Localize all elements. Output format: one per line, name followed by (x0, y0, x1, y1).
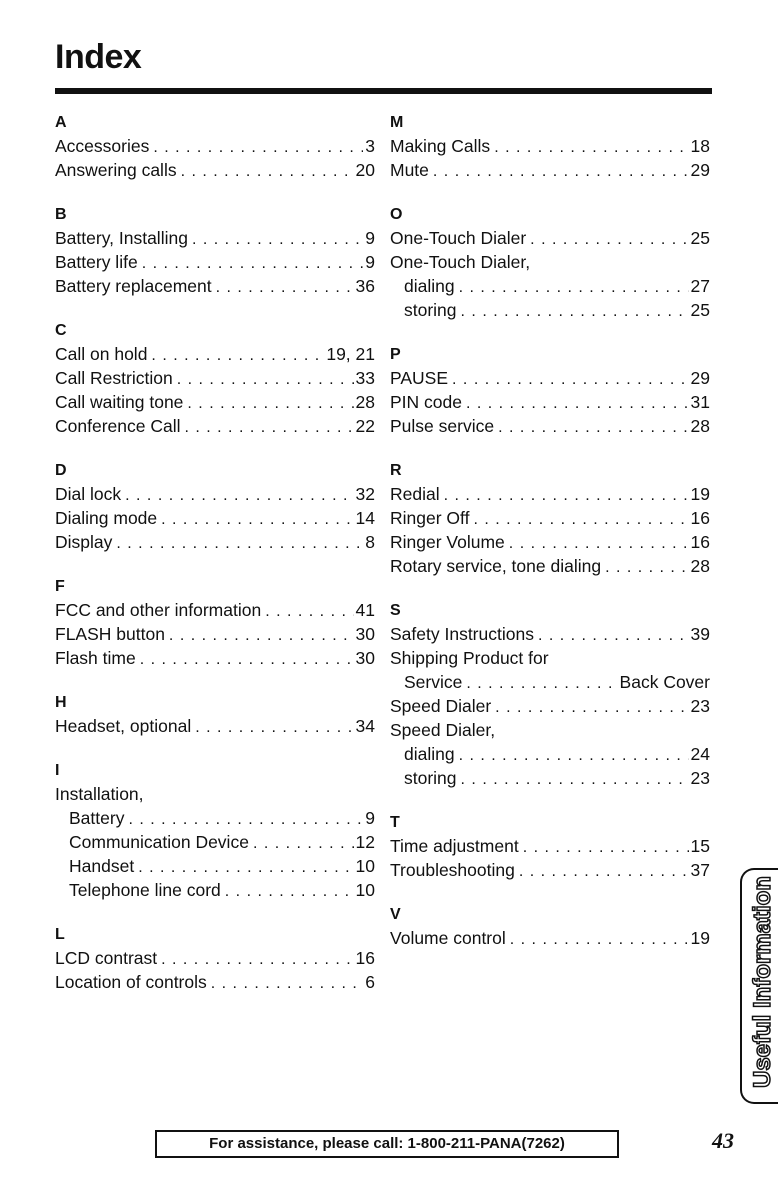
section-letter: O (390, 206, 403, 223)
section-letter: V (390, 906, 401, 923)
section-gap (55, 438, 375, 460)
entry-label: Rotary service, tone dialing (390, 556, 602, 576)
entry-label: Safety Instructions (390, 624, 534, 644)
entry-label: Ringer Volume (390, 532, 505, 552)
leader-dots (177, 368, 354, 390)
entry-label: Making Calls (390, 136, 491, 156)
section-gap (390, 882, 710, 904)
index-entry (390, 134, 710, 158)
index-entry (390, 858, 710, 882)
entry-label: Call waiting tone (55, 392, 184, 412)
entry-page: 37 (690, 860, 710, 880)
entry-label: Accessories (55, 136, 150, 156)
index-entry (390, 926, 710, 950)
index-entry (390, 834, 710, 858)
index-entry (390, 742, 710, 766)
entry-page: 19, 21 (326, 344, 375, 364)
leader-dots (473, 508, 688, 530)
entry-page: 39 (690, 624, 710, 644)
index-column-left (55, 112, 375, 994)
leader-dots (153, 136, 363, 158)
index-section (390, 812, 710, 882)
entry-label: Battery life (55, 252, 138, 272)
index-section (55, 460, 375, 554)
entry-page: 8 (365, 532, 375, 552)
entry-label: PAUSE (390, 368, 449, 388)
leader-dots (128, 808, 363, 830)
section-gap (55, 298, 375, 320)
entry-label: Shipping Product for (390, 648, 549, 668)
index-entry (55, 714, 375, 738)
index-section (55, 320, 375, 438)
entry-page: 9 (365, 808, 375, 828)
entry-page: 18 (690, 136, 710, 156)
leader-dots (161, 508, 353, 530)
leader-dots (184, 416, 353, 438)
leader-dots (116, 532, 363, 554)
section-letter: R (390, 462, 402, 479)
entry-label: Battery replacement (55, 276, 212, 296)
index-entry (55, 158, 375, 182)
leader-dots (605, 556, 688, 578)
entry-page: 30 (355, 624, 375, 644)
entry-page: 41 (355, 600, 375, 620)
leader-dots (192, 228, 363, 250)
entry-page: 12 (355, 832, 375, 852)
entry-page: 14 (355, 508, 375, 528)
entry-label: Dialing mode (55, 508, 158, 528)
index-entry (55, 878, 375, 902)
section-letter: L (55, 926, 65, 943)
index-entry (55, 970, 375, 994)
entry-page: 9 (365, 252, 375, 272)
index-entry (390, 298, 710, 322)
entry-page: 10 (355, 880, 375, 900)
page-number: 43 (712, 1128, 734, 1153)
entry-label: dialing (404, 276, 455, 296)
entry-label: Call Restriction (55, 368, 173, 388)
entry-label: Installation, (55, 784, 144, 804)
index-entry (390, 250, 710, 274)
entry-label: Conference Call (55, 416, 181, 436)
entry-label: Troubleshooting (390, 860, 515, 880)
index-entry (55, 342, 375, 366)
leader-dots (452, 368, 689, 390)
leader-dots (225, 880, 354, 902)
entry-label: PIN code (390, 392, 462, 412)
index-entry (55, 414, 375, 438)
leader-dots (211, 972, 364, 994)
section-gap (390, 438, 710, 460)
entry-page: 25 (690, 228, 710, 248)
leader-dots (444, 484, 689, 506)
section-letter: T (390, 814, 400, 831)
section-gap (55, 670, 375, 692)
index-entry (55, 854, 375, 878)
index-entry (390, 506, 710, 530)
entry-label: Volume control (390, 928, 506, 948)
leader-dots (125, 484, 353, 506)
index-entry (390, 554, 710, 578)
leader-dots (459, 276, 689, 298)
leader-dots (142, 252, 364, 274)
section-gap (55, 902, 375, 924)
leader-dots (187, 392, 353, 414)
entry-page: 28 (355, 392, 375, 412)
leader-dots (253, 832, 354, 854)
entry-label: Call on hold (55, 344, 148, 364)
leader-dots (181, 160, 354, 182)
leader-dots (538, 624, 689, 646)
index-entry (55, 622, 375, 646)
entry-page: 23 (690, 696, 710, 716)
entry-page: 15 (690, 836, 710, 856)
leader-dots (433, 160, 689, 182)
index-entry (390, 390, 710, 414)
entry-page: 19 (690, 484, 710, 504)
index-entry (55, 830, 375, 854)
leader-dots (530, 228, 688, 250)
index-entry (55, 226, 375, 250)
leader-dots (461, 300, 689, 322)
section-letter: P (390, 346, 401, 363)
section-gap (390, 578, 710, 600)
entry-label: storing (404, 300, 457, 320)
entry-label: Answering calls (55, 160, 177, 180)
entry-page: 22 (355, 416, 375, 436)
index-entry (55, 530, 375, 554)
index-entry (55, 390, 375, 414)
entry-label: Redial (390, 484, 440, 504)
leader-dots (510, 928, 689, 950)
index-section (55, 760, 375, 902)
index-section (390, 600, 710, 790)
index-entry (390, 766, 710, 790)
index-entry (55, 250, 375, 274)
entry-page: 16 (690, 532, 710, 552)
index-entry (55, 366, 375, 390)
index-column-right (390, 112, 710, 950)
index-entry (55, 806, 375, 830)
leader-dots (494, 136, 688, 158)
entry-label: FCC and other information (55, 600, 262, 620)
index-entry (55, 482, 375, 506)
index-section (390, 204, 710, 322)
section-gap (55, 554, 375, 576)
leader-dots (498, 416, 688, 438)
section-letter: B (55, 206, 67, 223)
section-letter: C (55, 322, 67, 339)
entry-page: 28 (690, 556, 710, 576)
entry-page: 16 (355, 948, 375, 968)
leader-dots (509, 532, 689, 554)
leader-dots (461, 768, 689, 790)
leader-dots (138, 856, 353, 878)
title-rule (55, 88, 712, 94)
index-entry (390, 226, 710, 250)
index-entry (390, 622, 710, 646)
entry-label: Ringer Off (390, 508, 470, 528)
index-entry (390, 694, 710, 718)
entry-page: 27 (690, 276, 710, 296)
index-entry (390, 158, 710, 182)
entry-page: 29 (690, 368, 710, 388)
entry-label: storing (404, 768, 457, 788)
entry-page: 23 (690, 768, 710, 788)
entry-label: Speed Dialer (390, 696, 492, 716)
leader-dots (466, 392, 689, 414)
index-section (390, 344, 710, 438)
entry-label: Speed Dialer, (390, 720, 496, 740)
assistance-footer: For assistance, please call: 1-800-211-PANA(7262) (155, 1130, 619, 1158)
section-letter: S (390, 602, 401, 619)
entry-label: Communication Device (69, 832, 249, 852)
index-section (390, 112, 710, 182)
entry-page: 29 (690, 160, 710, 180)
entry-label: Flash time (55, 648, 136, 668)
entry-label: Telephone line cord (69, 880, 221, 900)
entry-page: 3 (365, 136, 375, 156)
index-section (55, 924, 375, 994)
entry-page: 19 (690, 928, 710, 948)
index-entry (390, 718, 710, 742)
index-entry (390, 414, 710, 438)
index-entry (55, 506, 375, 530)
index-entry (390, 646, 710, 670)
entry-label: Display (55, 532, 113, 552)
entry-page: 28 (690, 416, 710, 436)
leader-dots (169, 624, 354, 646)
index-entry (390, 366, 710, 390)
index-section (390, 904, 710, 950)
leader-dots (466, 672, 617, 694)
section-gap (55, 738, 375, 760)
index-entry (55, 646, 375, 670)
index-section (55, 204, 375, 298)
entry-page: 33 (355, 368, 375, 388)
entry-label: Service (404, 672, 463, 692)
section-letter: I (55, 762, 60, 779)
entry-label: Battery (69, 808, 125, 828)
index-entry (390, 670, 710, 694)
leader-dots (216, 276, 354, 298)
entry-label: FLASH button (55, 624, 165, 644)
leader-dots (519, 860, 689, 882)
entry-page: 6 (365, 972, 375, 992)
entry-label: Mute (390, 160, 429, 180)
entry-page: 32 (355, 484, 375, 504)
index-section (55, 112, 375, 182)
index-section (55, 576, 375, 670)
section-letter: F (55, 578, 65, 595)
index-entry (390, 482, 710, 506)
page-title: Index (55, 38, 142, 76)
section-gap (55, 182, 375, 204)
entry-page: 36 (355, 276, 375, 296)
entry-label: Location of controls (55, 972, 207, 992)
leader-dots (195, 716, 353, 738)
entry-label: One-Touch Dialer, (390, 252, 531, 272)
section-gap (390, 790, 710, 812)
leader-dots (151, 344, 324, 366)
index-section (390, 460, 710, 578)
index-entry (55, 274, 375, 298)
entry-label: LCD contrast (55, 948, 158, 968)
entry-label: Headset, optional (55, 716, 192, 736)
entry-page: 30 (355, 648, 375, 668)
leader-dots (140, 648, 354, 670)
index-entry (55, 598, 375, 622)
entry-page: 16 (690, 508, 710, 528)
section-gap (390, 182, 710, 204)
leader-dots (523, 836, 689, 858)
leader-dots (161, 948, 353, 970)
index-section (55, 692, 375, 738)
entry-page: 9 (365, 228, 375, 248)
index-entry (55, 782, 375, 806)
entry-page: 34 (355, 716, 375, 736)
entry-page: Back Cover (619, 672, 710, 692)
section-tab-label: Useful Information (749, 876, 776, 1089)
index-entry (390, 530, 710, 554)
entry-page: 25 (690, 300, 710, 320)
entry-label: Handset (69, 856, 135, 876)
entry-page: 10 (355, 856, 375, 876)
index-entry (390, 274, 710, 298)
section-letter: H (55, 694, 67, 711)
index-entry (55, 946, 375, 970)
leader-dots (459, 744, 689, 766)
leader-dots (495, 696, 688, 718)
entry-label: dialing (404, 744, 455, 764)
entry-label: Pulse service (390, 416, 495, 436)
leader-dots (265, 600, 353, 622)
entry-page: 24 (690, 744, 710, 764)
entry-label: One-Touch Dialer (390, 228, 527, 248)
entry-page: 20 (355, 160, 375, 180)
section-gap (390, 322, 710, 344)
index-entry (55, 134, 375, 158)
entry-label: Time adjustment (390, 836, 519, 856)
section-letter: D (55, 462, 67, 479)
entry-label: Battery, Installing (55, 228, 188, 248)
section-letter: A (55, 114, 67, 131)
section-tab (740, 868, 778, 1104)
section-letter: M (390, 114, 404, 131)
entry-page: 31 (690, 392, 710, 412)
entry-label: Dial lock (55, 484, 122, 504)
